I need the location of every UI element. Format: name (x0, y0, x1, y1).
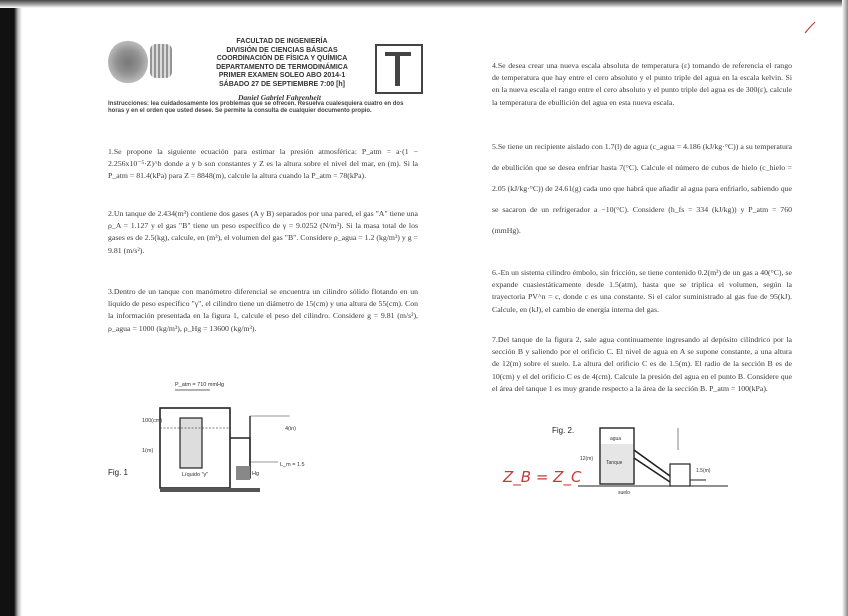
instructions: Instrucciones: lea cuidadosamente los problemas que se ofrecen. Resuelva cualesquiera cuatro en dos horas y en el orden que usted desee. Se permite la consulta de cualquier documento propio. (108, 101, 404, 114)
header-line: DEPARTAMENTO DE TERMODINÁMICA (216, 63, 348, 71)
fig2-h15-label: 1.5(m) (696, 468, 711, 474)
fig2-suelo-label: suelo (618, 490, 630, 496)
header-line: SÁBADO 27 DE SEPTIEMBRE 7:00 [h] (218, 80, 346, 88)
fig1-hg-label: Hg (252, 471, 260, 477)
figure-1-diagram (140, 378, 340, 500)
author-name: Daniel Gabriel Fahrenheit (238, 93, 321, 102)
scan-edge-right (842, 0, 848, 616)
fig2-agua-label: agua (610, 436, 622, 442)
header-line: PRIMER EXAMEN SOLEO ABO 2014-1 (218, 72, 346, 80)
problem-6: 6.-En un sistema cilindro émbolo, sin fricción, se tiene contenido 0.2(m³) de un gas a 40(°C), se expande cuasiestáticamente desde 1.5(atm), hasta que se triplica el volumen, según la trayectoria PV^n = c, donde c es una constante. Si el calor suministrado al gas fue de 95(kJ). Calcule, en (kJ), el cambio de energía interna del gas. (492, 268, 792, 314)
scan-edge-top (0, 0, 848, 8)
problem-1: 1.Se propone la siguiente ecuación para estimar la presión atmosférica: P_atm = a·(1 − 2.256x10⁻⁵·Z)^b donde a y b son constantes y Z es la altura sobre el nivel del mar, en (m). Si la P_atm = 81.4(kPa) para Z = 8848(m), calcule la altura cuando la P_atm = 78(kPa). (108, 147, 418, 181)
problem-7: 7.Del tanque de la figura 2, sale agua continuamente ingresando al depósito cilíndrico por la sección B y saliendo por el orificio C. El nivel de agua en A se supone constante, a una altura de 12(m) sobre el suelo. La altura del orificio C es de 1.5(m). El radio de la sección B es de 10(cm) y el del orificio C es de 4(cm). Calcule la presión del agua en el punto B. Considere que el área del tanque 1 es muy grande respecto a la área de la sección B. P_atm = 100(kPa). (492, 335, 792, 393)
exam-header (182, 38, 382, 90)
problem-3: 3.Dentro de un tanque con manómetro diferencial se encuentra un cilindro sólido flotando en un líquido de peso específico "γ", el cilindro tiene un diámetro de 15(cm) y una altura de 55(cm). Con la información presentada en la figura 1, calcule el peso del cilindro. Considere g = 9.81 (m/s²), ρ_agua = 1000 (kg/m³), ρ_Hg = 13600 (kg/m³). (108, 287, 418, 333)
fig1-h2-label: 1(m) (142, 448, 154, 454)
figure-1-label: Fig. 1 (108, 468, 129, 477)
header-line: FACULTAD DE INGENIERÍA (236, 38, 328, 45)
figure-2-label: Fig. 2. (552, 426, 575, 435)
fig1-patm-label: P_atm = 710 mmHg (175, 382, 225, 388)
fig2-h12-label: 12(m) (580, 456, 594, 462)
problem-4: 4.Se desea crear una nueva escala absoluta de temperatura (ε) tomando de referencia el rango de temperatura que hay entre el cero absoluto y el punto triple del agua en la escala kelvin. Si en la nueva escala el rango entre el cero absoluto y el punto triple del agua es de 300(ε), calcule la temperatura de ebullición del agua en esta nueva escala. (492, 61, 792, 107)
scan-edge-left (0, 0, 22, 616)
fig1-bottom-label: L_m = 1.5 (280, 462, 305, 468)
header-line: DIVISIÓN DE CIENCIAS BÁSICAS (226, 46, 338, 54)
fig1-liquid-label: Líquido "γ" (182, 472, 209, 478)
fig1-h1-label: 100(cm) (142, 418, 163, 424)
problem-2: 2.Un tanque de 2.434(m³) contiene dos gases (A y B) separados por una pared, el gas "A" tiene una ρ_A = 1.127 y el gas "B" tiene un peso específico de γ = 9.0252 (N/m³). Si la masa total de los gases es de 2.5(kg), calcule, en (m³), el volumen del gas "B". Considere ρ_agua = 1.2 (kg/m³) y g = 9.81 (m/s²). (108, 209, 418, 255)
header-line: COORDINACIÓN DE FÍSICA Y QUÍMICA (216, 55, 348, 63)
checkmark-icon (803, 20, 817, 36)
faculty-seal-icon (150, 44, 172, 78)
fig1-right-label: 4(in) (285, 426, 297, 432)
engineering-logo-icon (375, 44, 423, 94)
handwritten-note: Z_B = Z_C (503, 468, 582, 486)
fig2-tanque-label: Tanque (606, 460, 623, 466)
unam-seal-icon (108, 40, 148, 84)
problem-5: 5.Se tiene un recipiente aislado con 1.7(l) de agua (c_agua = 4.186 (kJ/kg·°C)) a su temperatura de ebullición que se desea enfriar hasta 7(°C). Calcule el número de cubos de hielo (c_hielo = 2.05 (kJ/kg·°C)) de 24.61(g) cada uno que habrá que añadir al agua para enfriarlo, sabiendo que se sacaron de un refrigerador a −10(°C). Considere (h_fs = 334 (kJ/kg)) y P_atm = 760 (mmHg). (492, 142, 792, 235)
figure-2-diagram (578, 420, 738, 500)
